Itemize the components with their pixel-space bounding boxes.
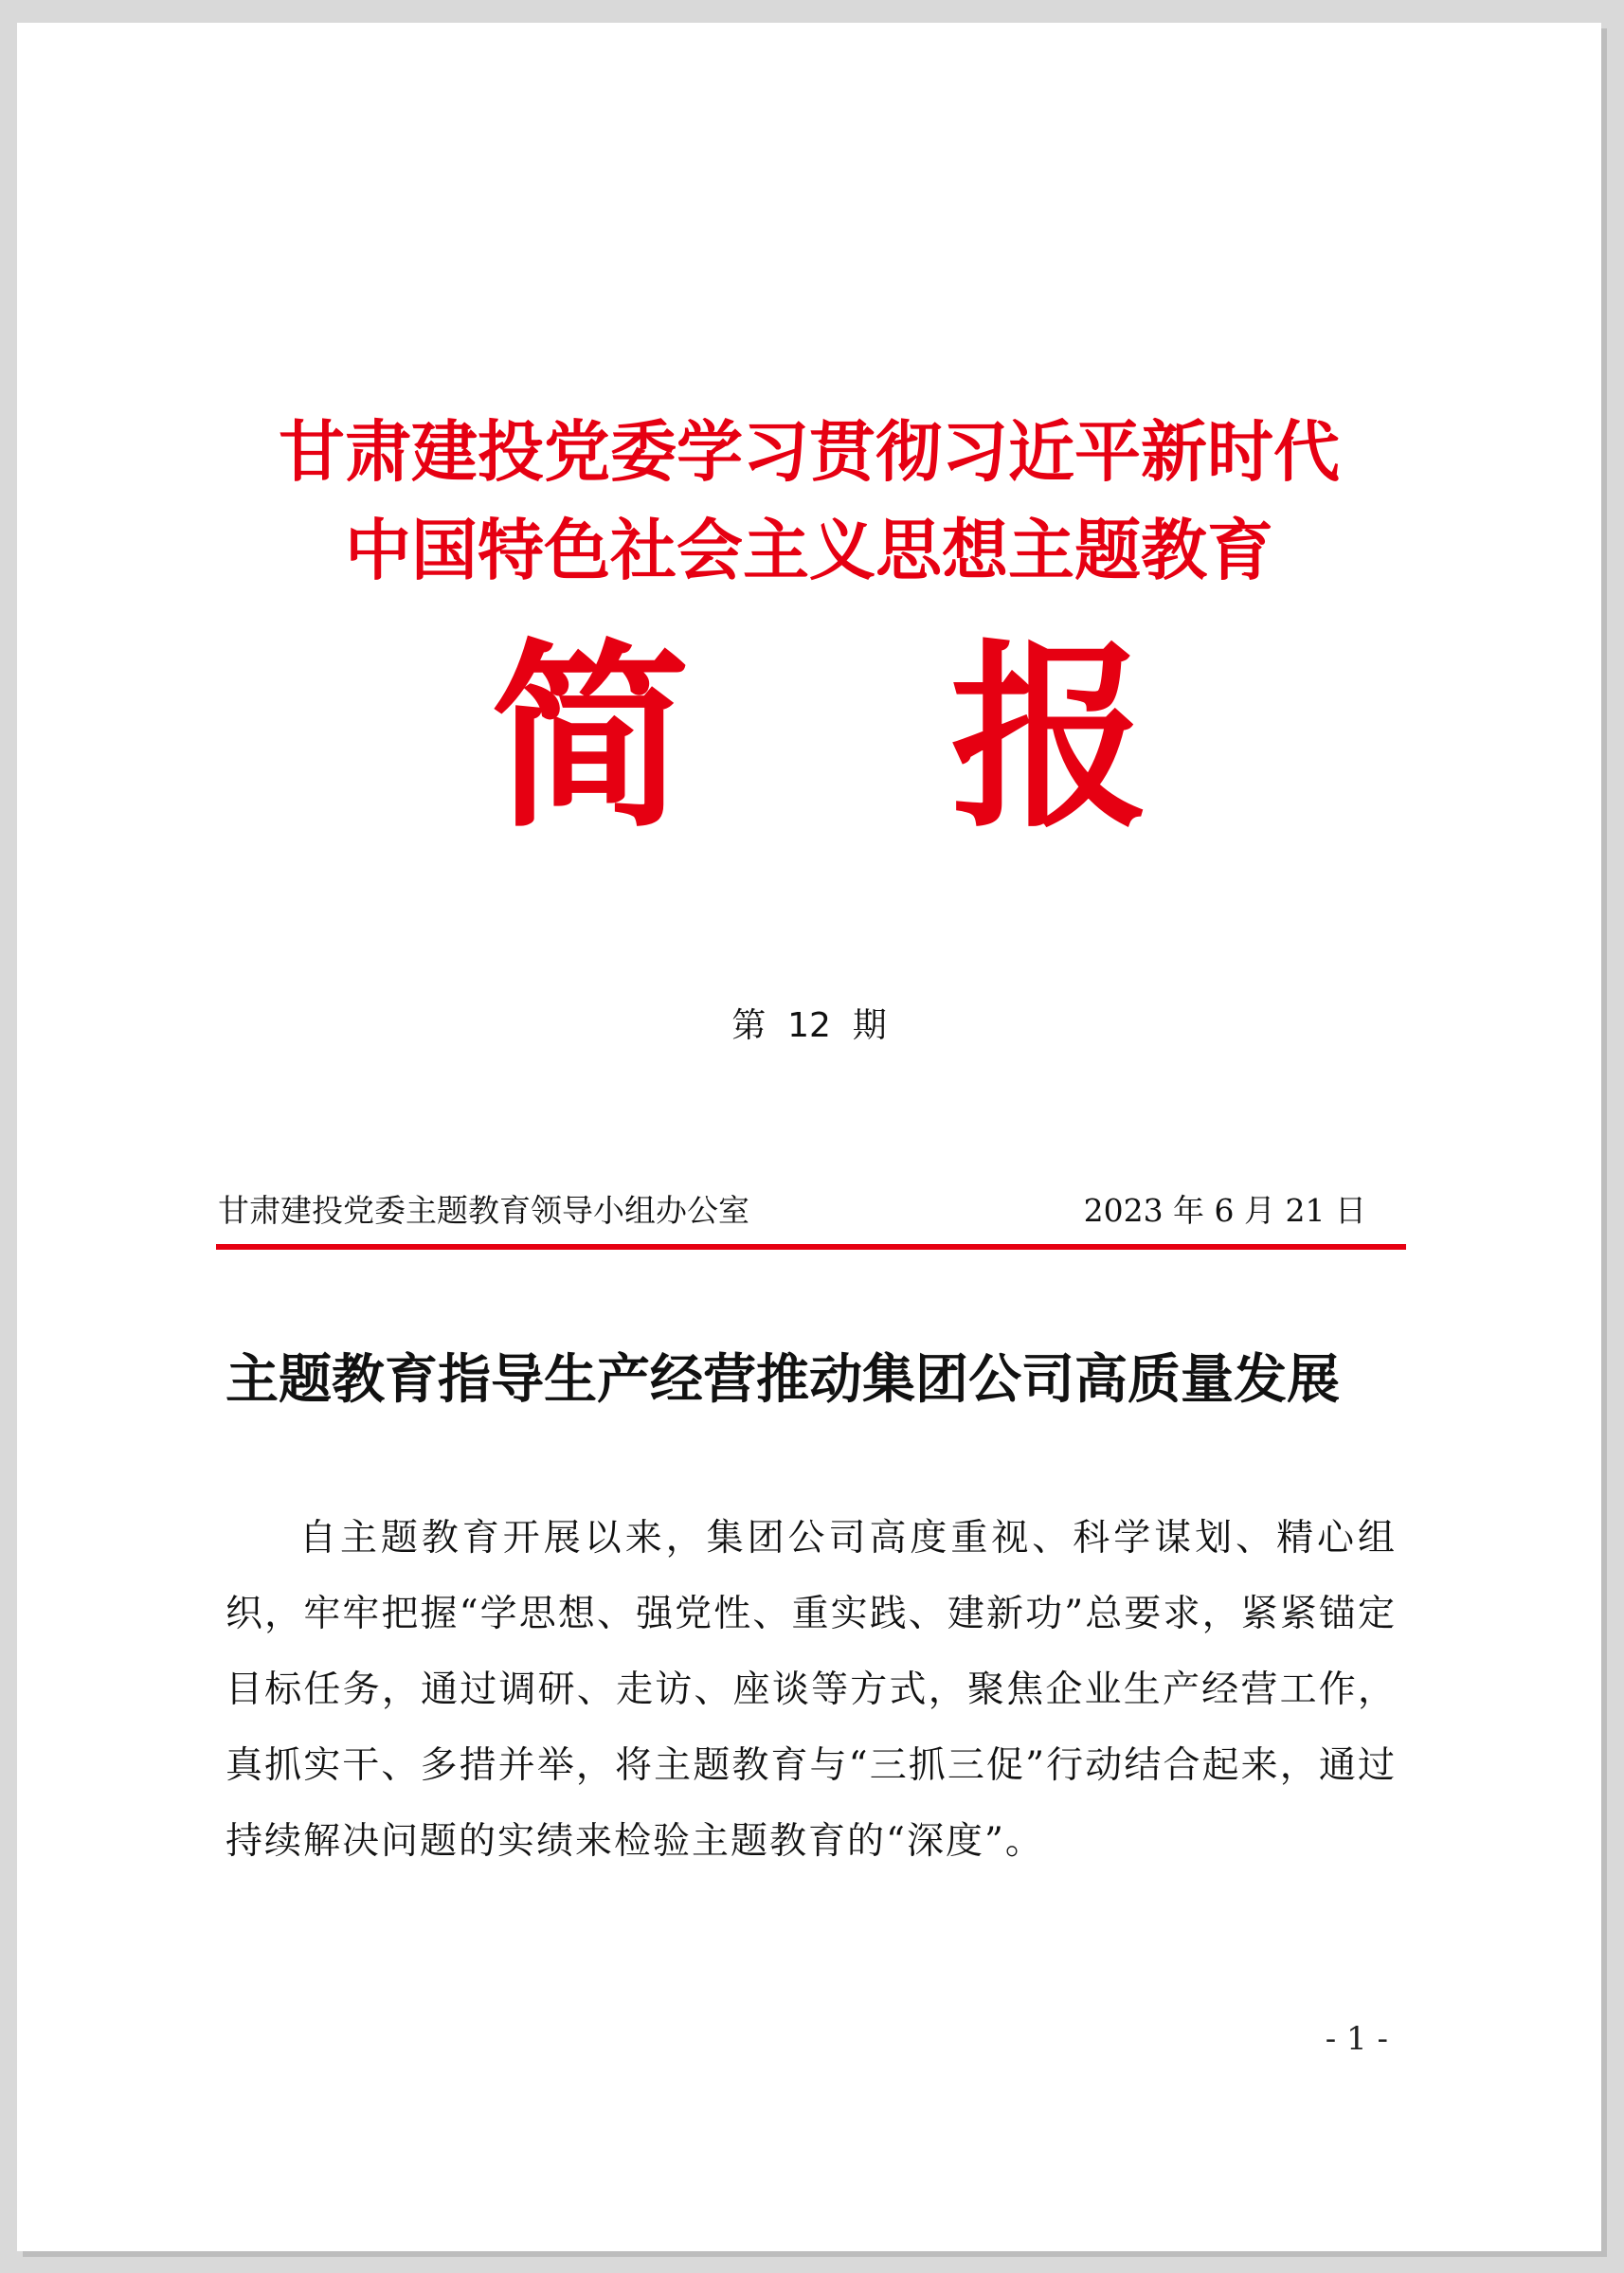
- issuing-organization: 甘肃建投党委主题教育领导小组办公室: [218, 1192, 749, 1229]
- page-number: - 1 -: [1325, 2020, 1388, 2058]
- red-divider: [216, 1244, 1406, 1250]
- issue-number: 第 12 期: [731, 1006, 887, 1045]
- doc-type-char-1: 简: [491, 621, 691, 855]
- issue-date: 2023 年 6 月 21 日: [1083, 1192, 1366, 1229]
- article-paragraph: 自主题教育开展以来，集团公司高度重视、科学谋划、精心组织，牢牢把握“学思想、强党性、重实践、建新功”总要求，紧紧锚定目标任务，通过调研、走访、座谈等方式，聚焦企业生产经营工作，真抓实干、多措并举，将主题教育与“三抓三促”行动结合起来，通过持续解决问题的实绩来检验主题教育的“深度”。: [226, 1517, 1397, 1863]
- doc-type-char-2: 报: [950, 621, 1150, 855]
- document-page: [17, 23, 1601, 2251]
- header-title-line1: 甘肃建投党委学习贯彻习近平新时代: [279, 412, 1340, 491]
- header-title-line2: 中国特色社会主义思想主题教育: [345, 511, 1273, 589]
- article-title: 主题教育指导生产经营推动集团公司高质量发展: [226, 1348, 1340, 1411]
